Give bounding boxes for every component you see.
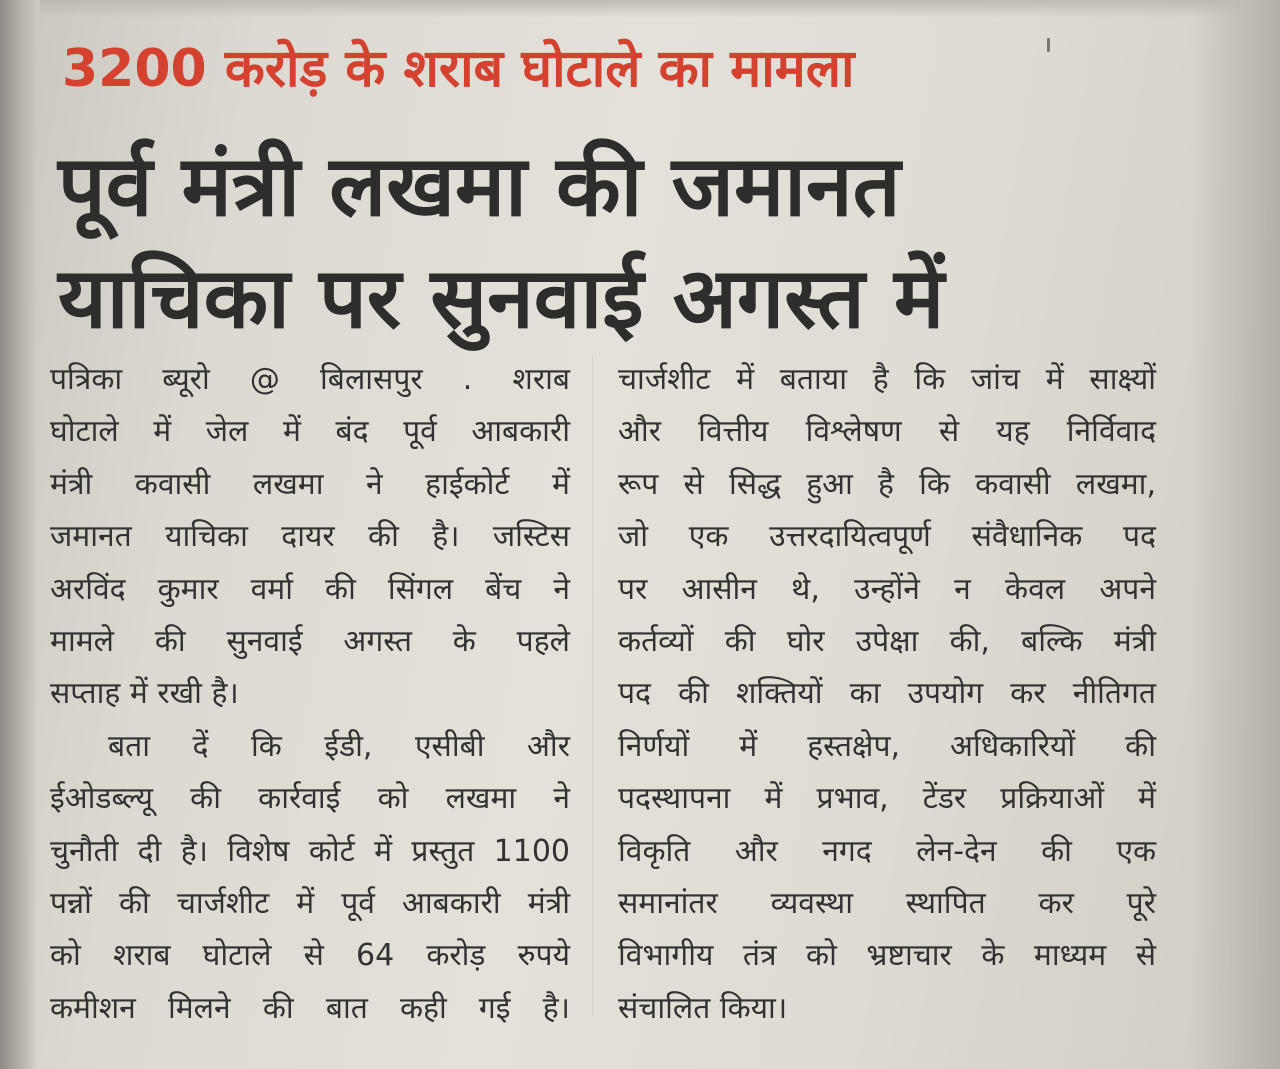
paper-edge-shadow-left (0, 0, 38, 1069)
headline-line-1: पूर्व मंत्री लखमा की जमानत (58, 137, 901, 235)
text-line: जो एक उत्तरदायित्वपूर्ण संवैधानिक पद (618, 519, 1156, 555)
column-gutter (592, 356, 593, 1016)
paper-edge-shadow-right (1190, 0, 1280, 1069)
article-headline (58, 130, 944, 354)
text-line: विभागीय तंत्र को भ्रष्टाचार के माध्यम से (618, 938, 1156, 974)
left-paragraph-2 (50, 721, 570, 1035)
text-line: और वित्तीय विश्लेषण से यह निर्विवाद (618, 414, 1156, 450)
text-line: को शराब घोटाले से 64 करोड़ रुपये (50, 938, 570, 974)
left-column (50, 354, 570, 1035)
text-line: रूप से सिद्ध हुआ है कि कवासी लखमा, (618, 466, 1156, 502)
left-paragraph-1 (50, 354, 570, 721)
text-line: चुनौती दी है। विशेष कोर्ट में प्रस्तुत 1100 (50, 833, 570, 869)
text-line: चार्जशीट में बताया है कि जांच में साक्ष्यों (618, 362, 1156, 397)
text-line: मामले की सुनवाई अगस्त के पहले (50, 624, 570, 660)
text-line: कर्तव्यों की घोर उपेक्षा की, बल्कि मंत्री (618, 624, 1156, 660)
text-line: पर आसीन थे, उन्होंने न केवल अपने (618, 571, 1156, 607)
headline-line-2: याचिका पर सुनवाई अगस्त में (58, 249, 945, 347)
text-line: कमीशन मिलने की बात कही गई है। (50, 990, 570, 1026)
text-line: ईओडब्ल्यू की कार्रवाई को लखमा ने (50, 781, 570, 817)
text-line: विकृति और नगद लेन-देन की एक (618, 833, 1156, 869)
text-line: जमानत याचिका दायर की है। जस्टिस (50, 519, 570, 555)
text-line: पत्रिका ब्यूरो @ बिलासपुर . शराब (50, 362, 570, 397)
paper-top-shadow (40, 0, 1240, 18)
text-line: सप्ताह में रखी है। (50, 676, 239, 712)
right-column (618, 354, 1156, 1035)
text-line: निर्णयों में हस्तक्षेप, अधिकारियों की (618, 728, 1156, 764)
article-kicker: 3200 करोड़ के शराब घोटाले का मामला (62, 39, 855, 99)
text-line: मंत्री कवासी लखमा ने हाईकोर्ट में (50, 466, 570, 502)
text-line: पन्नों की चार्जशीट में पूर्व आबकारी मंत्री (50, 886, 570, 922)
text-line: पद की शक्तियों का उपयोग कर नीतिगत (618, 676, 1156, 712)
right-paragraph-1 (618, 354, 1156, 1035)
paper-speck (1047, 38, 1050, 52)
text-line: पदस्थापना में प्रभाव, टेंडर प्रक्रियाओं में (618, 781, 1156, 817)
text-line: अरविंद कुमार वर्मा की सिंगल बेंच ने (50, 571, 570, 607)
text-line: घोटाले में जेल में बंद पूर्व आबकारी (50, 414, 570, 450)
text-line: संचालित किया। (618, 990, 788, 1026)
text-line: बता दें कि ईडी, एसीबी और (108, 728, 570, 764)
text-line: समानांतर व्यवस्था स्थापित कर पूरे (618, 886, 1156, 922)
